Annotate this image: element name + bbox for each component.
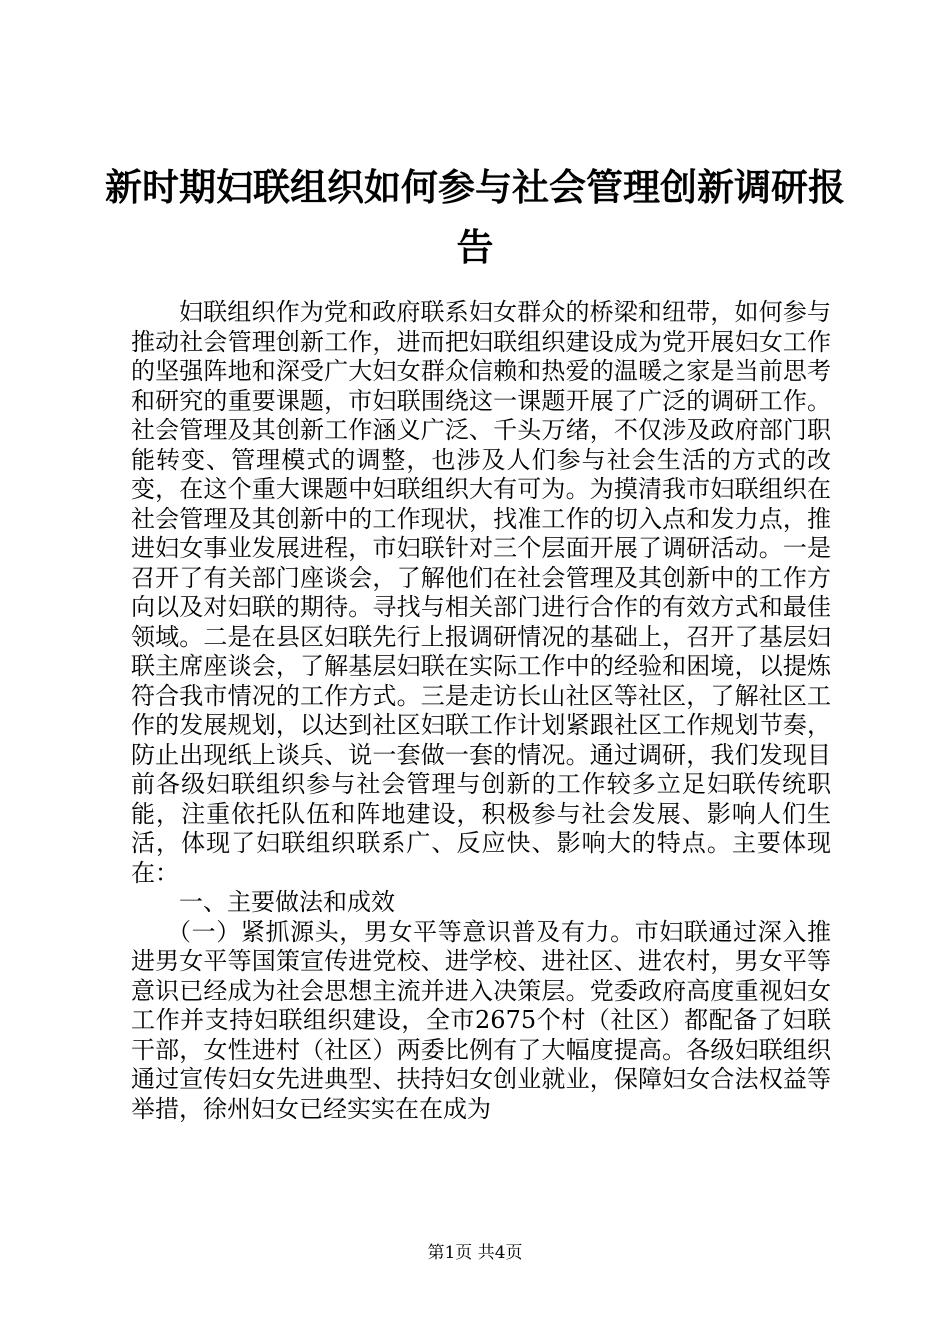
page-footer: 第1页 共4页 [427,1243,523,1263]
document-body [131,298,831,1124]
paragraph-subsection-1: （一）紧抓源头，男女平等意识普及有力。市妇联通过深入推进男女平等国策宣传进党校、进学校、进社区、进农村，男女平等意识已经成为社会思想主流并进入决策层。党委政府高度重视妇女工作并支持妇联组织建设，全市2675个村（社区）都配备了妇联干部，女性进村（社区）两委比例有了大幅度提高。各级妇联组织通过宣传妇女先进典型、扶持妇女创业就业，保障妇女合法权益等举措，徐州妇女已经实实在在成为 [131,917,831,1123]
paragraph-intro: 妇联组织作为党和政府联系妇女群众的桥梁和纽带，如何参与推动社会管理创新工作，进而把妇联组织建设成为党开展妇女工作的坚强阵地和深受广大妇女群众信赖和热爱的温暖之家是当前思考和研究的重要课题，市妇联围绕这一课题开展了广泛的调研工作。社会管理及其创新工作涵义广泛、千头万绪，不仅涉及政府部门职能转变、管理模式的调整，也涉及人们参与社会生活的方式的改变，在这个重大课题中妇联组织大有可为。为摸清我市妇联组织在社会管理及其创新中的工作现状，找准工作的切入点和发力点，推进妇女事业发展进程，市妇联针对三个层面开展了调研活动。一是召开了有关部门座谈会，了解他们在社会管理及其创新中的工作方向以及对妇联的期待。寻找与相关部门进行合作的有效方式和最佳领域。二是在县区妇联先行上报调研情况的基础上，召开了基层妇联主席座谈会，了解基层妇联在实际工作中的经验和困境，以提炼符合我市情况的工作方式。三是走访长山社区等社区，了解社区工作的发展规划，以达到社区妇联工作计划紧跟社区工作规划节奏，防止出现纸上谈兵、说一套做一套的情况。通过调研，我们发现目前各级妇联组织参与社会管理与创新的工作较多立足妇联传统职能，注重依托队伍和阵地建设，积极参与社会发展、影响人们生活，体现了妇联组织联系广、反应快、影响大的特点。主要体现在： [131,298,831,887]
section-heading: 一、主要做法和成效 [179,888,395,916]
document-title: 新时期妇联组织如何参与社会管理创新调研报告 [105,166,845,269]
